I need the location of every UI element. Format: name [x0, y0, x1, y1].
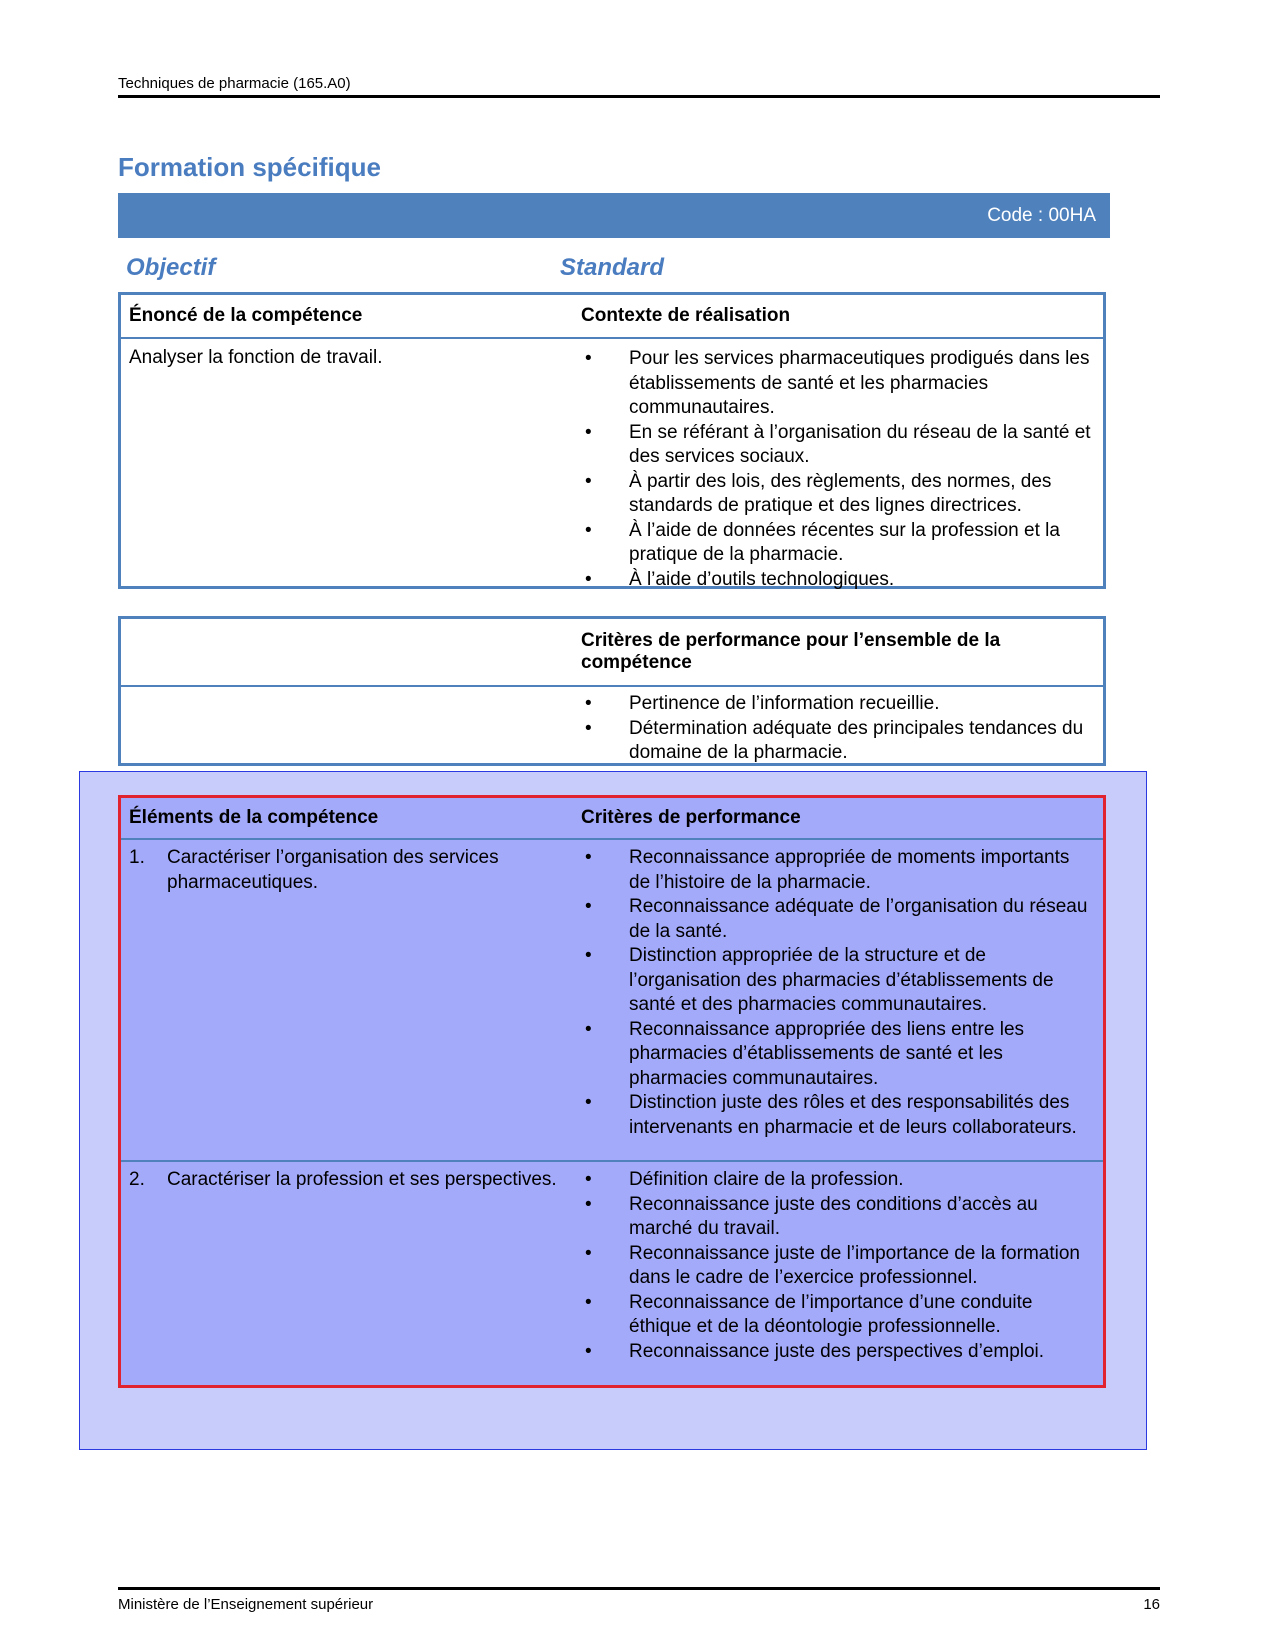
competence-box: [118, 292, 1106, 589]
element-text: Caractériser la profession et ses perspectives.: [167, 1169, 557, 1190]
list-item: • À l’aide d’outils technologiques.: [581, 568, 1093, 593]
list-item: • Reconnaissance juste de l’importance de la formation dans le cadre de l’exercice professionnel.: [581, 1242, 1093, 1291]
code-bar: [118, 193, 1110, 238]
competence-statement: Analyser la fonction de travail.: [129, 347, 383, 368]
running-head: Techniques de pharmacie (165.A0): [118, 75, 1160, 98]
overall-criteria-list: [581, 692, 1093, 766]
list-item: • Définition claire de la profession.: [581, 1168, 1093, 1193]
objectif-heading: Objectif: [126, 254, 216, 281]
element-number: 2.: [129, 1169, 145, 1190]
code-label: Code : 00HA: [987, 205, 1096, 226]
list-item: • À partir des lois, des règlements, des normes, des standards de pratique et des lignes directrices.: [581, 470, 1093, 519]
page-footer: [118, 1587, 1160, 1613]
page-number: 16: [1143, 1596, 1160, 1613]
criteria-header: Critères de performance: [581, 807, 801, 828]
list-item: • Reconnaissance adéquate de l’organisation du réseau de la santé.: [581, 895, 1093, 944]
section-title: Formation spécifique: [118, 152, 381, 182]
elements-header: Éléments de la compétence: [129, 807, 379, 828]
overall-criteria-box: [118, 616, 1106, 766]
overall-criteria-header: Critères de performance pour l’ensemble de la compétence: [581, 630, 1001, 673]
element-row: [121, 840, 1103, 1162]
element-text: Caractériser l’organisation des services pharmaceutiques.: [167, 847, 499, 893]
elements-box: [118, 795, 1106, 1388]
element-number: 1.: [129, 847, 145, 868]
context-header: Contexte de réalisation: [581, 305, 791, 326]
footer-ministry: Ministère de l’Enseignement supérieur: [118, 1596, 374, 1613]
standard-heading: Standard: [560, 254, 665, 281]
list-item: • Détermination adéquate des principales tendances du domaine de la pharmacie.: [581, 717, 1093, 766]
criteria-list: [581, 1168, 1093, 1364]
element-item: [129, 1168, 565, 1193]
element-item: [129, 846, 565, 895]
list-item: • Distinction juste des rôles et des responsabilités des intervenants en pharmacie et de leurs collaborateurs.: [581, 1091, 1093, 1140]
list-item: • Distinction appropriée de la structure et de l’organisation des pharmacies d’établissements de santé et des pharmacies communautaires.: [581, 944, 1093, 1018]
list-item: • Reconnaissance de l’importance d’une conduite éthique et de la déontologie professionnelle.: [581, 1291, 1093, 1340]
statement-header: Énoncé de la compétence: [129, 305, 363, 326]
list-item: • Reconnaissance appropriée des liens entre les pharmacies d’établissements de santé et les pharmacies communautaires.: [581, 1018, 1093, 1092]
list-item: • Pour les services pharmaceutiques prodigués dans les établissements de santé et les pharmacies communautaires.: [581, 347, 1093, 421]
list-item: • Reconnaissance juste des perspectives d’emploi.: [581, 1340, 1093, 1365]
element-row: [121, 1162, 1103, 1364]
criteria-list: [581, 846, 1093, 1140]
list-item: • En se référant à l’organisation du réseau de la santé et des services sociaux.: [581, 421, 1093, 470]
list-item: • Reconnaissance appropriée de moments importants de l’histoire de la pharmacie.: [581, 846, 1093, 895]
list-item: • À l’aide de données récentes sur la profession et la pratique de la pharmacie.: [581, 519, 1093, 568]
context-list: [581, 347, 1093, 592]
list-item: • Reconnaissance juste des conditions d’accès au marché du travail.: [581, 1193, 1093, 1242]
list-item: • Pertinence de l’information recueillie.: [581, 692, 1093, 717]
